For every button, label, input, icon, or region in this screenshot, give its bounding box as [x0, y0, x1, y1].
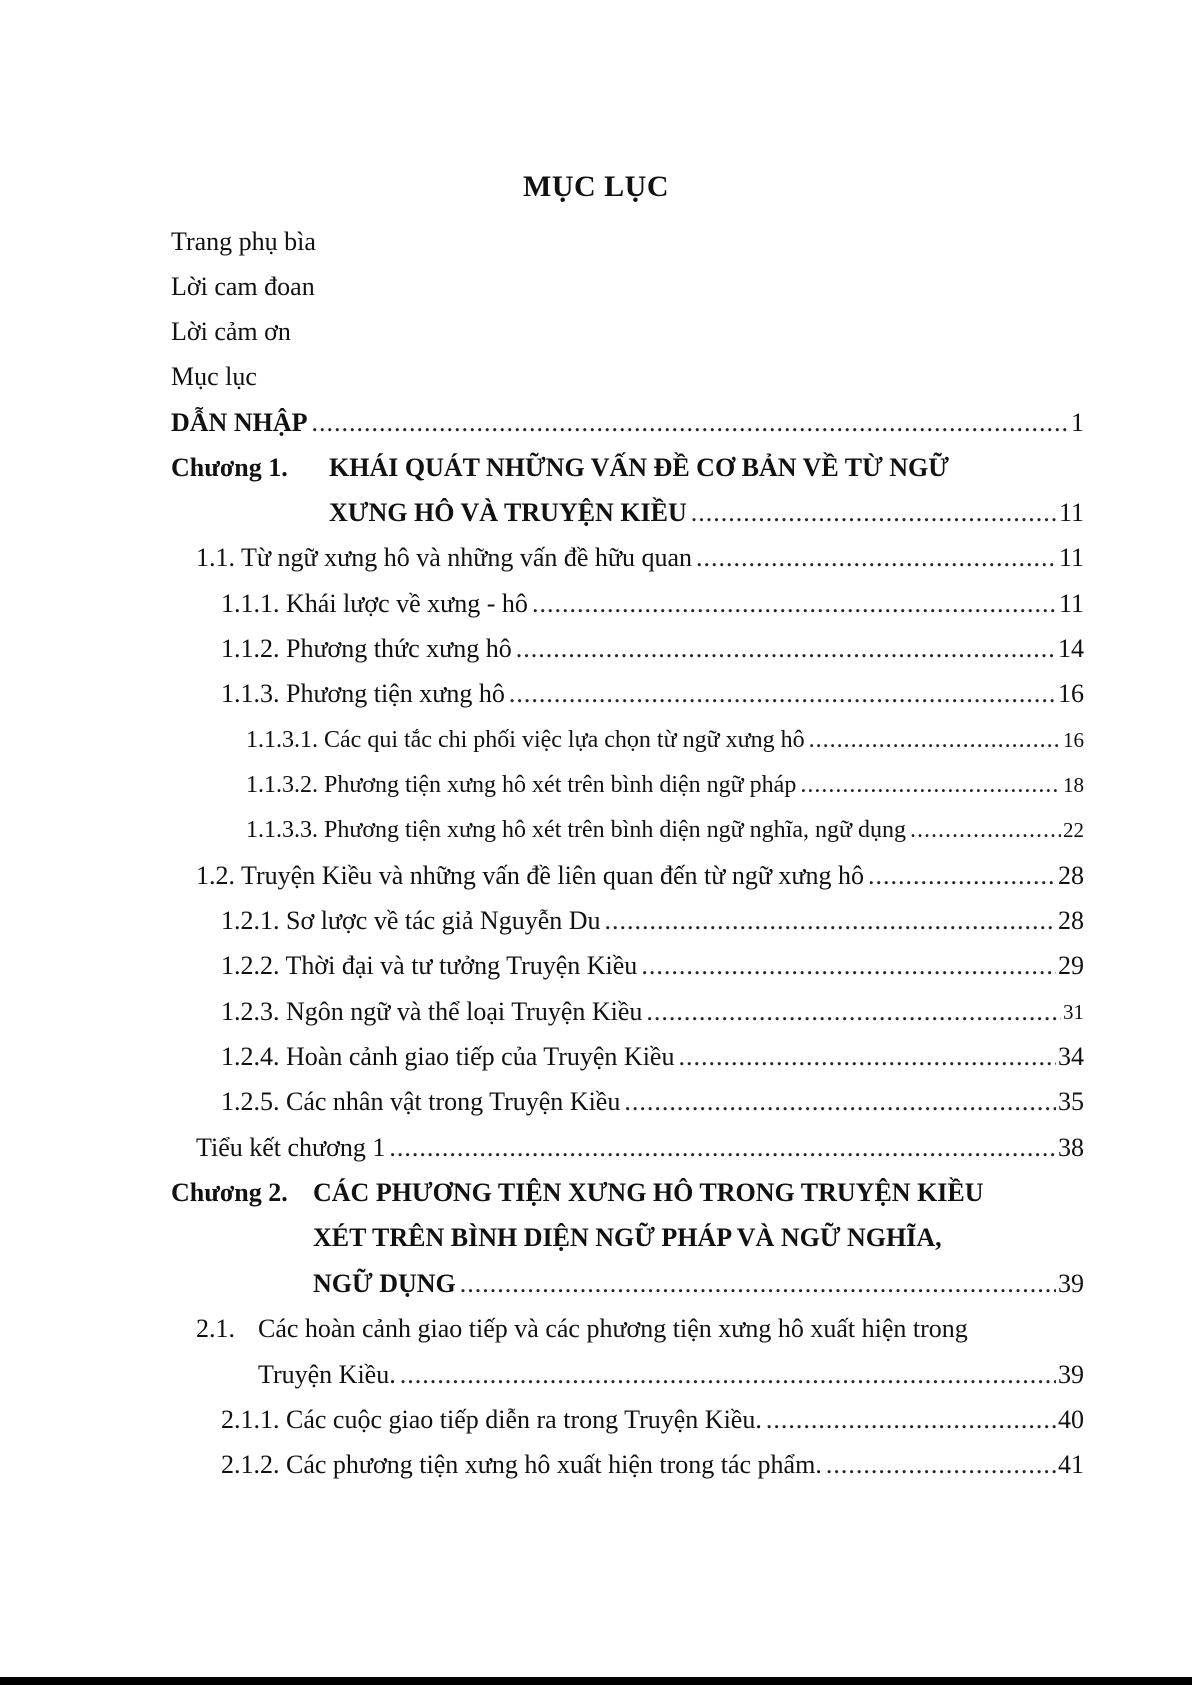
chapter-2-heading-cont: NGỮ DỤNG ..... 39: [313, 1267, 1084, 1301]
leader-dots: [641, 949, 1056, 983]
toc-entry-intro: DẪN NHẬP ..... 1: [171, 406, 1084, 440]
front-item: Lời cam đoan: [171, 272, 315, 301]
front-item: Trang phụ bìa: [171, 227, 316, 256]
page-number: 38: [1058, 1133, 1084, 1162]
toc-entry: 1.1.3.1. Các qui tắc chi phối việc lựa chọn từ ngữ xưng hô ..... 16: [246, 723, 1084, 757]
page-number: 40: [1058, 1405, 1084, 1434]
section-number: 2.1.: [196, 1314, 235, 1343]
page-number: 28: [1058, 906, 1084, 935]
toc-entry-2-1-cont: Truyện Kiều. ..... 39: [258, 1358, 1084, 1392]
page-number: 39: [1058, 1269, 1084, 1298]
page-number: 29: [1058, 951, 1084, 980]
leader-dots: [868, 859, 1056, 893]
page-number: 11: [1058, 589, 1084, 618]
page-number: 16: [1063, 728, 1084, 752]
leader-dots: [400, 1358, 1056, 1392]
toc-entry: 1.1.3.3. Phương tiện xưng hô xét trên bình diện ngữ nghĩa, ngữ dụng ..... 22: [246, 813, 1084, 847]
front-item: Mục lục: [171, 362, 257, 391]
page-number: 14: [1058, 634, 1084, 663]
leader-dots: [460, 1267, 1056, 1301]
chapter-1-heading-cont: XƯNG HÔ VÀ TRUYỆN KIỀU ..... 11: [329, 496, 1084, 530]
chapter-2-heading-cont: XÉT TRÊN BÌNH DIỆN NGỮ PHÁP VÀ NGỮ NGHĨA,: [313, 1223, 942, 1252]
leader-dots: [766, 1403, 1056, 1437]
leader-dots: [312, 406, 1070, 440]
page-number: 11: [1058, 498, 1084, 527]
toc-entry: 1.1.2. Phương thức xưng hô ..... 14: [221, 632, 1084, 666]
page-number: 31: [1063, 1000, 1084, 1024]
leader-dots: [532, 587, 1057, 621]
chapter-label: Chương 1.: [171, 453, 288, 482]
front-item: Lời cảm ơn: [171, 317, 291, 346]
page-number: 39: [1058, 1360, 1084, 1389]
leader-dots: [605, 904, 1056, 938]
leader-dots: [389, 1131, 1056, 1165]
leader-dots: [696, 541, 1057, 575]
toc-entry: 1.2.4. Hoàn cảnh giao tiếp của Truyện Kiều ..... 34: [221, 1040, 1084, 1074]
toc-entry: 2.1.2. Các phương tiện xưng hô xuất hiện trong tác phẩm. ..... 41: [221, 1448, 1084, 1482]
toc-entry: Tiểu kết chương 1 ..... 38: [196, 1131, 1084, 1165]
page-number: 34: [1058, 1042, 1084, 1071]
toc-entry: 2.1.1. Các cuộc giao tiếp diễn ra trong Truyện Kiều. ..... 40: [221, 1403, 1084, 1437]
leader-dots: [826, 1448, 1056, 1482]
leader-dots: [910, 813, 1061, 847]
leader-dots: [516, 632, 1056, 666]
leader-dots: [646, 995, 1061, 1029]
leader-dots: [509, 677, 1056, 711]
page-number: 22: [1063, 818, 1084, 842]
toc-entry: 1.1.1. Khái lược về xưng - hô ..... 11: [221, 587, 1084, 621]
toc-entry: 1.2.5. Các nhân vật trong Truyện Kiều ..... 35: [221, 1085, 1084, 1119]
page-number: 41: [1058, 1450, 1084, 1479]
page-number: 28: [1058, 861, 1084, 890]
toc-entry: 1.1.3.2. Phương tiện xưng hô xét trên bình diện ngữ pháp ..... 18: [246, 768, 1084, 802]
chapter-2-heading: Chương 2. CÁC PHƯƠNG TIỆN XƯNG HÔ TRONG TRUYỆN KIỀU: [171, 1176, 1084, 1210]
toc-entry: 1.2.1. Sơ lược về tác giả Nguyễn Du ..... 28: [221, 904, 1084, 938]
leader-dots: [809, 723, 1061, 757]
leader-dots: [678, 1040, 1056, 1074]
toc-entry-2-1: 2.1. Các hoàn cảnh giao tiếp và các phương tiện xưng hô xuất hiện trong: [196, 1312, 1084, 1346]
page-title: MỤC LỤC: [523, 170, 669, 203]
page-number: 16: [1058, 679, 1084, 708]
toc-entry: 1.1. Từ ngữ xưng hô và những vấn đề hữu quan ..... 11: [196, 541, 1084, 575]
chapter-label: Chương 2.: [171, 1178, 288, 1207]
toc-entry: 1.2. Truyện Kiều và những vấn đề liên quan đến từ ngữ xưng hô ..... 28: [196, 859, 1084, 893]
toc-entry: 1.1.3. Phương tiện xưng hô ..... 16: [221, 677, 1084, 711]
toc-entry: 1.2.2. Thời đại và tư tưởng Truyện Kiều ..... 29: [221, 949, 1084, 983]
leader-dots: [800, 768, 1061, 802]
page-number: 1: [1071, 408, 1084, 437]
page-number: 18: [1063, 773, 1084, 797]
leader-dots: [691, 496, 1057, 530]
chapter-1-heading: Chương 1. KHÁI QUÁT NHỮNG VẤN ĐỀ CƠ BẢN VỀ TỪ NGỮ: [171, 451, 1084, 485]
page-number: 35: [1058, 1087, 1084, 1116]
bottom-border: [0, 1677, 1192, 1685]
page-number: 11: [1058, 543, 1084, 572]
leader-dots: [624, 1085, 1056, 1119]
toc-entry: 1.2.3. Ngôn ngữ và thể loại Truyện Kiều ..... 31: [221, 995, 1084, 1029]
